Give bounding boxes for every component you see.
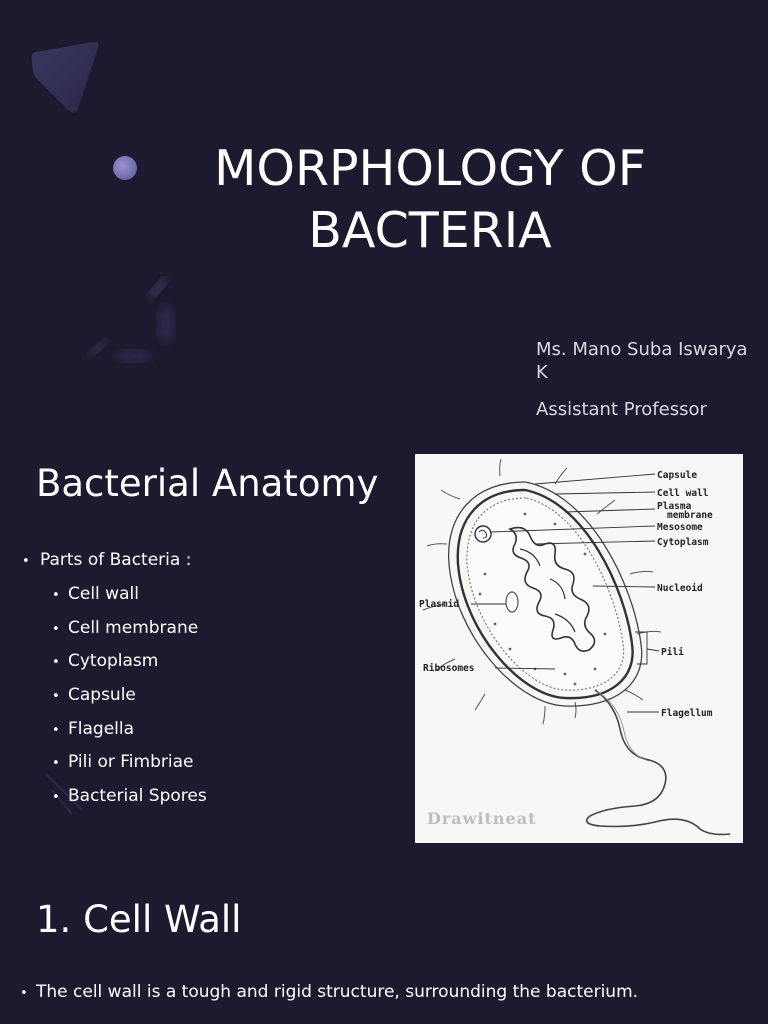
part-label: Cytoplasm	[68, 651, 159, 672]
list-item	[52, 618, 402, 652]
decorative-blur-icon	[86, 276, 186, 376]
label-mesosome: Mesosome	[657, 522, 703, 533]
list-item	[52, 584, 402, 618]
section-heading-anatomy: Bacterial Anatomy	[36, 462, 379, 505]
part-label: Bacterial Spores	[68, 786, 207, 807]
list-item	[22, 550, 402, 574]
decorative-dot-icon	[113, 156, 137, 180]
bullet-icon: •	[22, 554, 30, 569]
list-item	[52, 685, 402, 719]
list-item	[52, 786, 402, 820]
section-heading-cell-wall: 1. Cell Wall	[36, 898, 242, 941]
label-flagellum: Flagellum	[661, 708, 713, 719]
label-nucleoid: Nucleoid	[657, 583, 703, 594]
bullet-icon: •	[52, 655, 60, 671]
label-membrane: membrane	[667, 510, 713, 521]
part-label: Flagella	[68, 718, 135, 739]
bullet-icon: •	[20, 986, 28, 1001]
list-item	[20, 982, 760, 1002]
bullet-icon: •	[52, 722, 60, 738]
cell-wall-description: The cell wall is a tough and rigid structure, surrounding the bacterium.	[36, 982, 639, 1002]
author-name: Ms. Mano Suba Iswarya K	[536, 339, 748, 383]
sub-list	[22, 584, 402, 820]
page-title	[150, 138, 710, 262]
part-label: Pili or Fimbriae	[68, 752, 194, 773]
decorative-shape-icon	[28, 40, 100, 114]
diagram-watermark: Drawitneat	[427, 809, 537, 828]
label-pili: Pili	[661, 647, 684, 658]
bacteria-diagram	[415, 454, 743, 843]
bullet-icon: •	[52, 621, 60, 637]
label-capsule: Capsule	[657, 470, 698, 481]
bullet-icon: •	[52, 588, 60, 603]
author-block	[536, 338, 756, 421]
list-item	[52, 719, 402, 753]
bullet-icon: •	[52, 689, 60, 705]
bullet-icon: •	[52, 790, 60, 806]
label-cytoplasm: Cytoplasm	[657, 537, 709, 548]
label-plasma: Plasma	[657, 501, 692, 512]
bullet-icon: •	[52, 756, 60, 772]
label-plasmid: Plasmid	[419, 599, 460, 610]
part-label: Capsule	[68, 685, 136, 706]
title-line-2: BACTERIA	[308, 202, 552, 259]
main-bullet-text: Parts of Bacteria :	[40, 550, 192, 570]
title-line-1: MORPHOLOGY OF	[214, 140, 646, 197]
list-item	[52, 651, 402, 685]
part-label: Cell membrane	[68, 617, 199, 638]
bacterium-illustration	[415, 454, 743, 843]
label-ribosomes: Ribosomes	[423, 663, 475, 674]
parts-list	[22, 550, 402, 820]
label-cell-wall: Cell wall	[657, 488, 709, 499]
list-item	[52, 752, 402, 786]
author-role: Assistant Professor	[536, 399, 707, 420]
part-label: Cell wall	[68, 584, 139, 604]
